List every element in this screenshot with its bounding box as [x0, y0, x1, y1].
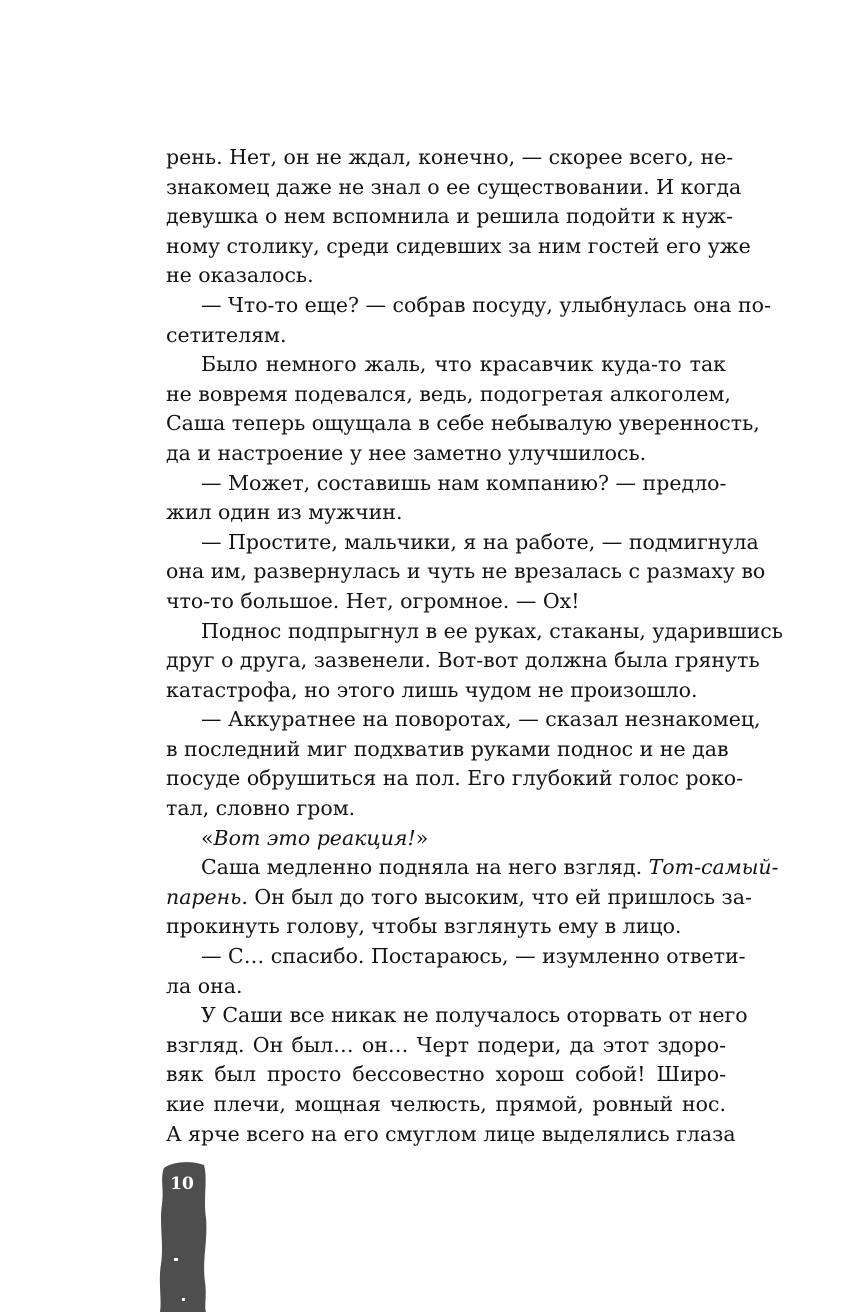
text-line-9: не вовремя подевался, ведь, подогретая алкоголем,	[166, 381, 731, 406]
text-line-20: — Аккуратнее на поворотах, — сказал незнакомец,	[201, 707, 761, 732]
text-line-18: друг о друга, зазвенели. Вот-вот должна была грянуть	[166, 648, 760, 673]
text-line-1: рень. Нет, он не ждал, конечно, — скорее всего, не-	[166, 145, 734, 169]
text-line-7: сетителям.	[166, 322, 287, 347]
text-line-19: катастрофа, но этого лишь чудом не произошло.	[166, 677, 698, 702]
text-line-15: она им, развернулась и чуть не врезалась с размаху во	[166, 559, 766, 584]
text-line-3: девушка о нем вспомнила и решила подойти к нуж-	[166, 204, 734, 229]
text-line-27: прокинуть голову, чтобы взглянуть ему в лицо.	[166, 914, 682, 939]
text-line-8: Было немного жаль, что красавчик куда-то так	[201, 352, 726, 377]
text-line-6: — Что-то еще? — собрав посуду, улыбнулась она по-	[201, 292, 771, 317]
text-line-28: — С… спасибо. Постараюсь, — изумленно ответи-	[201, 944, 746, 969]
page-number-tab	[156, 1160, 212, 1312]
text-line-17: Поднос подпрыгнул в ее руках, стаканы, ударившись	[201, 618, 783, 643]
text-line-11: да и настроение у нее заметно улучшилось.	[166, 440, 647, 465]
text-line-14: — Простите, мальчики, я на работе, — подмигнула	[201, 529, 759, 554]
text-line-32: вяк был просто бессовестно хорош собой! Широ-	[166, 1062, 726, 1087]
book-page-text	[166, 143, 783, 1149]
text-line-2: знакомец даже не знал о ее существовании. И когда	[166, 174, 742, 199]
text-line-10: Саша теперь ощущала в себе небывалую уверенность,	[166, 411, 760, 436]
text-line-30: У Саши все никак не получалось оторвать от него	[201, 1003, 748, 1028]
text-line-31: взгляд. Он был… он… Черт подери, да этот здоро-	[166, 1032, 726, 1057]
text-line-23: тал, словно гром.	[166, 796, 356, 821]
text-line-5: не оказалось.	[166, 263, 314, 288]
text-line-13: жил один из мужчин.	[166, 500, 403, 525]
text-line-4: ному столику, среди сидевших за ним гостей его уже	[166, 233, 751, 258]
text-line-25: Саша медленно подняла на него взгляд. Тот-самый-	[201, 855, 779, 880]
text-line-21: в последний миг подхватив руками поднос и не дав	[166, 736, 729, 761]
text-line-16: что-то большое. Нет, огромное. — Ох!	[166, 588, 580, 613]
text-line-29: ла она.	[166, 973, 243, 998]
text-line-22: посуде обрушиться на пол. Его глубокий голос роко-	[166, 766, 744, 791]
text-line-26: парень. Он был до того высоким, что ей пришлось за-	[166, 884, 752, 909]
page-number: 10	[170, 1174, 194, 1194]
text-line-33: кие плечи, мощная челюсть, прямой, ровный нос.	[166, 1092, 726, 1116]
text-line-24: «Вот это реакция!»	[201, 825, 429, 850]
text-line-34: А ярче всего на его смуглом лице выделялись глаза	[166, 1121, 736, 1146]
text-line-12: — Может, составишь нам компанию? — предло-	[201, 470, 727, 495]
